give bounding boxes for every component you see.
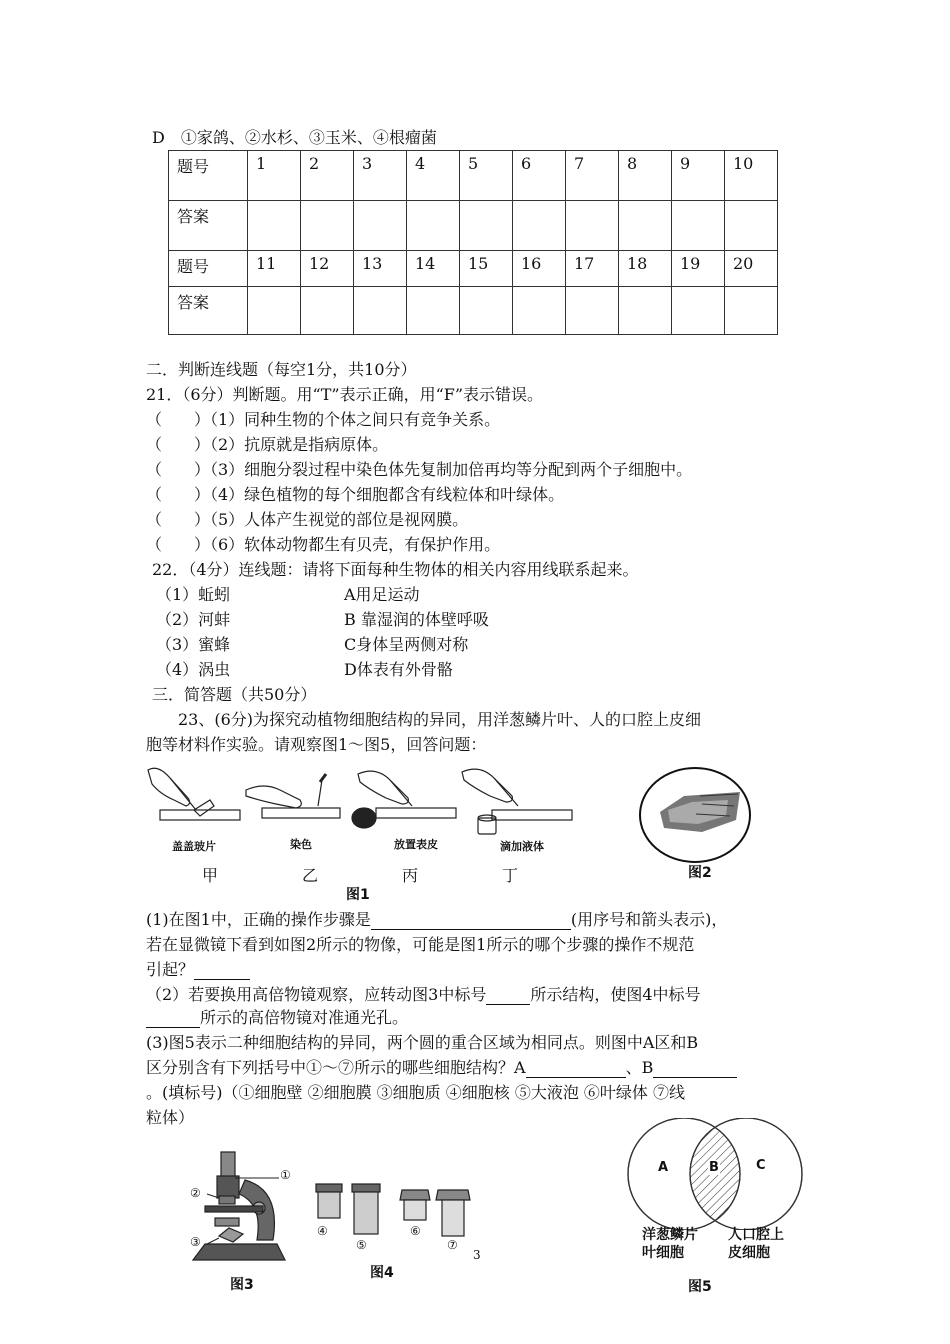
table-cell: 19 [672, 251, 725, 287]
answer-cell[interactable] [407, 201, 460, 251]
section-title: 二．判断连线题（每空1分，共10分） [146, 360, 417, 379]
question-22: 22．（4分）连线题：请将下面每种生物体的相关内容用线联系起来。 [152, 560, 639, 579]
answer-blank[interactable] [653, 1061, 737, 1078]
answer-cell[interactable] [725, 287, 778, 335]
answer-cell[interactable] [619, 201, 672, 251]
table-cell: 3 [354, 151, 407, 201]
step-place-epidermis-drawing [352, 771, 456, 828]
fig1-step-label: 滴加液体 [500, 840, 544, 853]
table-cell: 9 [672, 151, 725, 201]
part-3: (3)图5表示二种细胞结构的异同，两个圆的重合区域为相同点。则图中A区和B [146, 1033, 699, 1052]
venn-right-label-line: 皮细胞 [728, 1245, 770, 1261]
table-cell: 题号 [169, 151, 248, 201]
answer-cell[interactable] [301, 201, 354, 251]
step-stain-drawing [246, 774, 340, 818]
section-title: 三．简答题（共50分） [152, 685, 317, 704]
judge-item: （ ）（1）同种生物的个体之间只有竞争关系。 [146, 410, 501, 429]
answer-blank[interactable] [194, 963, 250, 980]
part-1-line3 [146, 960, 250, 980]
fig4-mark: ⑤ [356, 1238, 367, 1252]
table-cell: 5 [460, 151, 513, 201]
figure-3-caption: 图3 [230, 1277, 254, 1293]
venn-left-label [642, 1226, 698, 1262]
table-cell: 15 [460, 251, 513, 287]
table-row [169, 201, 778, 251]
table-cell: 11 [248, 251, 301, 287]
match-right-item: D体表有外骨骼 [344, 660, 453, 679]
answer-cell[interactable] [566, 287, 619, 335]
question-21: 21．（6分）判断题。用“T”表示正确，用“F”表示错误。 [146, 385, 544, 404]
fig1-letter: 甲 [202, 866, 219, 885]
question-23: 23、(6分)为探究动植物细胞结构的异同，用洋葱鳞片叶、人的口腔上皮细 [178, 710, 702, 729]
part-1-text: (1)在图1中，正确的操作步骤是 [146, 910, 371, 929]
fig1-step-label: 盖盖玻片 [172, 840, 216, 853]
part-3-line2 [146, 1058, 737, 1078]
answer-cell[interactable] [407, 287, 460, 335]
table-cell: 10 [725, 151, 778, 201]
venn-right-label [728, 1226, 784, 1262]
venn-region-c: C [756, 1158, 766, 1173]
step-cover-slip-drawing [148, 768, 240, 820]
table-cell: 12 [301, 251, 354, 287]
table-cell: 答案 [169, 287, 248, 335]
table-cell: 答案 [169, 201, 248, 251]
table-row [169, 287, 778, 335]
venn-region-a: A [658, 1160, 669, 1175]
table-cell: 17 [566, 251, 619, 287]
figure-3-microscope [185, 1150, 295, 1270]
judge-item: （ ）（6）软体动物都生有贝壳，有保护作用。 [146, 535, 501, 554]
match-left-item: （2）河蚌 [156, 610, 231, 629]
figure-2-microscope-view [638, 766, 752, 864]
judge-item: （ ）（3）细胞分裂过程中染色体先复制加倍再均等分配到两个子细胞中。 [146, 460, 693, 479]
answer-cell[interactable] [354, 201, 407, 251]
part-1-line2: 若在显微镜下看到如图2所示的物像，可能是图1所示的哪个步骤的操作不规范 [146, 935, 695, 954]
fig1-step-label: 放置表皮 [394, 838, 438, 851]
fig4-mark: ⑦ [447, 1238, 458, 1252]
answer-cell[interactable] [566, 201, 619, 251]
fig3-mark: ③ [190, 1235, 201, 1249]
part-2 [146, 985, 701, 1005]
answer-blank[interactable] [486, 988, 530, 1005]
match-right-item: A用足运动 [344, 585, 420, 604]
match-right-item: B 靠湿润的体壁呼吸 [344, 610, 489, 629]
part-3-line4: 粒体） [146, 1108, 195, 1127]
answer-cell[interactable] [725, 201, 778, 251]
fig3-mark: ② [190, 1186, 201, 1200]
fig1-letter: 乙 [302, 866, 319, 885]
table-cell: 2 [301, 151, 354, 201]
part-3-line3: 。(填标号)（①细胞壁 ②细胞膜 ③细胞质 ④细胞核 ⑤大液泡 ⑥叶绿体 ⑦线 [146, 1083, 686, 1102]
answer-cell[interactable] [301, 287, 354, 335]
part-1 [146, 910, 727, 930]
part-2-text-c: 所示的高倍物镜对准通光孔。 [200, 1008, 409, 1027]
table-row [169, 251, 778, 287]
venn-left-label-line: 叶细胞 [642, 1245, 684, 1261]
fig1-letter: 丁 [502, 866, 519, 885]
answer-cell[interactable] [248, 201, 301, 251]
match-left-item: （3）蜜蜂 [156, 635, 231, 654]
table-cell: 题号 [169, 251, 248, 287]
step-drop-liquid-drawing [462, 769, 572, 834]
figure-1-drawings [140, 760, 580, 840]
judge-item: （ ）（4）绿色植物的每个细胞都含有线粒体和叶绿体。 [146, 485, 565, 504]
answer-cell[interactable] [354, 287, 407, 335]
option-d: D ①家鸽、②水杉、③玉米、④根瘤菌 [152, 128, 437, 147]
answer-cell[interactable] [248, 287, 301, 335]
answer-cell[interactable] [672, 287, 725, 335]
table-cell: 13 [354, 251, 407, 287]
part-2-text: （2）若要换用高倍物镜观察，应转动图3中标号 [146, 985, 487, 1004]
part-2-text-b: 所示结构，使图4中标号 [530, 985, 701, 1004]
part-1-text-c: 引起？ [146, 960, 195, 979]
answer-blank[interactable] [371, 913, 571, 930]
venn-left-label-line: 洋葱鳞片 [642, 1227, 698, 1243]
answer-table [168, 150, 778, 335]
figure-5-caption: 图5 [688, 1279, 712, 1295]
part-3-text-b: 、B [625, 1058, 654, 1077]
match-right-item: C身体呈两侧对称 [344, 635, 469, 654]
part-2-line2 [146, 1008, 408, 1028]
figure-4-caption: 图4 [370, 1265, 394, 1281]
fig4-mark: ④ [317, 1224, 328, 1238]
table-cell: 1 [248, 151, 301, 201]
part-3-text: 区分别含有下列括号中①～⑦所示的哪些细胞结构？A [146, 1058, 526, 1077]
table-cell: 16 [513, 251, 566, 287]
answer-blank[interactable] [146, 1011, 200, 1028]
answer-cell[interactable] [513, 287, 566, 335]
fig4-mark: ⑥ [410, 1224, 421, 1238]
figure-1-caption: 图1 [346, 887, 370, 903]
table-cell: 6 [513, 151, 566, 201]
venn-right-label-line: 人口腔上 [728, 1227, 784, 1243]
table-cell: 18 [619, 251, 672, 287]
part-1-text-b: (用序号和箭头表示)， [570, 910, 728, 929]
answer-cell[interactable] [513, 201, 566, 251]
table-cell: 20 [725, 251, 778, 287]
table-cell: 4 [407, 151, 460, 201]
question-23-cont: 胞等材料作实验。请观察图1～图5，回答问题： [146, 735, 487, 754]
fig1-letter: 丙 [402, 866, 419, 885]
fig1-step-label: 染色 [290, 838, 312, 851]
answer-cell[interactable] [672, 201, 725, 251]
answer-cell[interactable] [619, 287, 672, 335]
judge-item: （ ）（5）人体产生视觉的部位是视网膜。 [146, 510, 469, 529]
match-left-item: （4）涡虫 [156, 660, 231, 679]
table-row [169, 151, 778, 201]
fig3-mark: ① [280, 1168, 291, 1182]
table-cell: 7 [566, 151, 619, 201]
page-number: 3 [473, 1248, 481, 1262]
figure-2-caption: 图2 [688, 865, 712, 881]
venn-region-b: B [709, 1160, 719, 1175]
answer-cell[interactable] [460, 287, 513, 335]
match-left-item: （1）蚯蚓 [156, 585, 231, 604]
answer-cell[interactable] [460, 201, 513, 251]
answer-blank[interactable] [526, 1061, 626, 1078]
table-cell: 8 [619, 151, 672, 201]
judge-item: （ ）（2）抗原就是指病原体。 [146, 435, 389, 454]
table-cell: 14 [407, 251, 460, 287]
